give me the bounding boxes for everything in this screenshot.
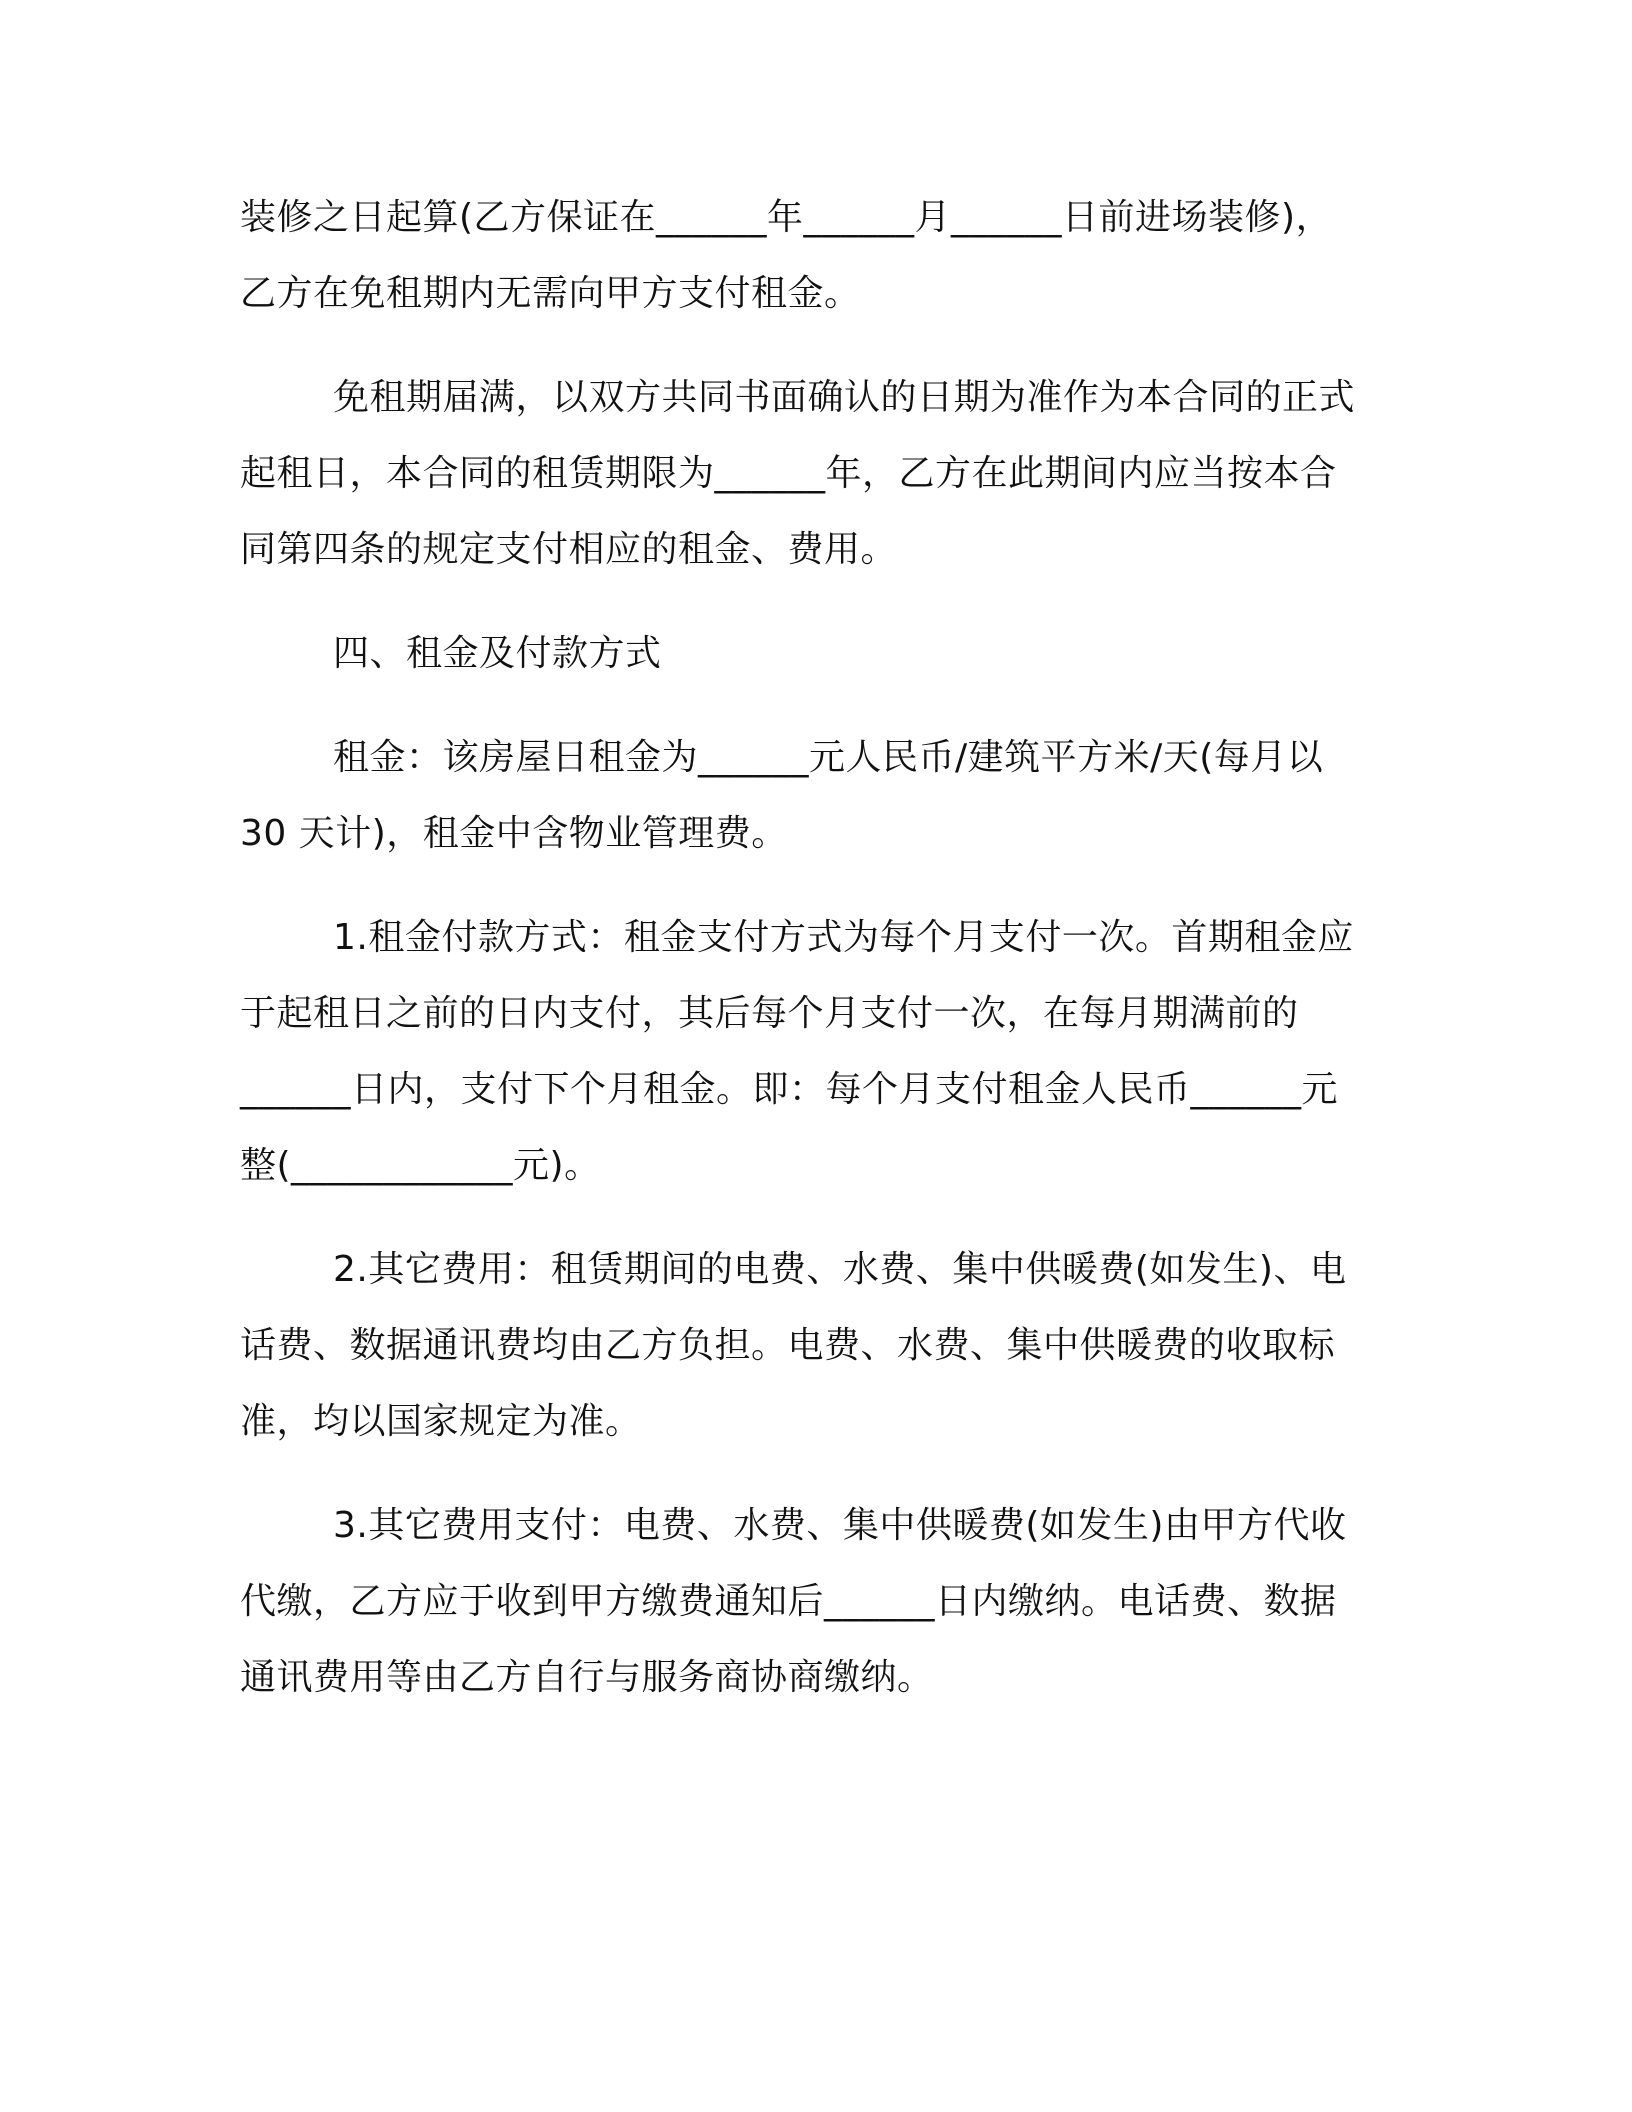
- item-1-line-2: 于起租日之前的日内支付，其后每个月支付一次，在每月期满前的: [240, 993, 1299, 1034]
- item-3-line-2: 代缴，乙方应于收到甲方缴费通知后______日内缴纳。电话费、数据: [240, 1581, 1337, 1622]
- item-1-line-4: 整(____________元)。: [240, 1145, 601, 1186]
- paragraph-2-line-2: 起租日，本合同的租赁期限为______年，乙方在此期间内应当按本合: [240, 453, 1337, 494]
- paragraph-2-line-3: 同第四条的规定支付相应的租金、费用。: [240, 529, 898, 570]
- rent-paragraph-line-1: 租金：该房屋日租金为______元人民币/建筑平方米/天(每月以: [333, 737, 1324, 778]
- item-3-line-1: 3.其它费用支付：电费、水费、集中供暖费(如发生)由甲方代收: [333, 1505, 1347, 1546]
- rent-paragraph-line-2: 30 天计)，租金中含物业管理费。: [240, 813, 788, 854]
- item-3-line-3: 通讯费用等由乙方自行与服务商协商缴纳。: [240, 1657, 934, 1698]
- item-2-line-2: 话费、数据通讯费均由乙方负担。电费、水费、集中供暖费的收取标: [240, 1325, 1336, 1366]
- section-heading-4: 四、租金及付款方式: [333, 633, 662, 674]
- item-2-line-1: 2.其它费用：租赁期间的电费、水费、集中供暖费(如发生)、电: [333, 1249, 1347, 1290]
- item-1-line-1: 1.租金付款方式：租金支付方式为每个月支付一次。首期租金应: [333, 917, 1354, 958]
- item-2-line-3: 准，均以国家规定为准。: [240, 1401, 642, 1442]
- item-1-line-3: ______日内，支付下个月租金。即：每个月支付租金人民币______元: [240, 1069, 1339, 1110]
- paragraph-1-line-1: 装修之日起算(乙方保证在______年______月______日前进场装修)，: [240, 197, 1333, 238]
- paragraph-2-line-1: 免租期届满，以双方共同书面确认的日期为准作为本合同的正式: [333, 377, 1356, 418]
- paragraph-1-line-2: 乙方在免租期内无需向甲方支付租金。: [240, 273, 861, 314]
